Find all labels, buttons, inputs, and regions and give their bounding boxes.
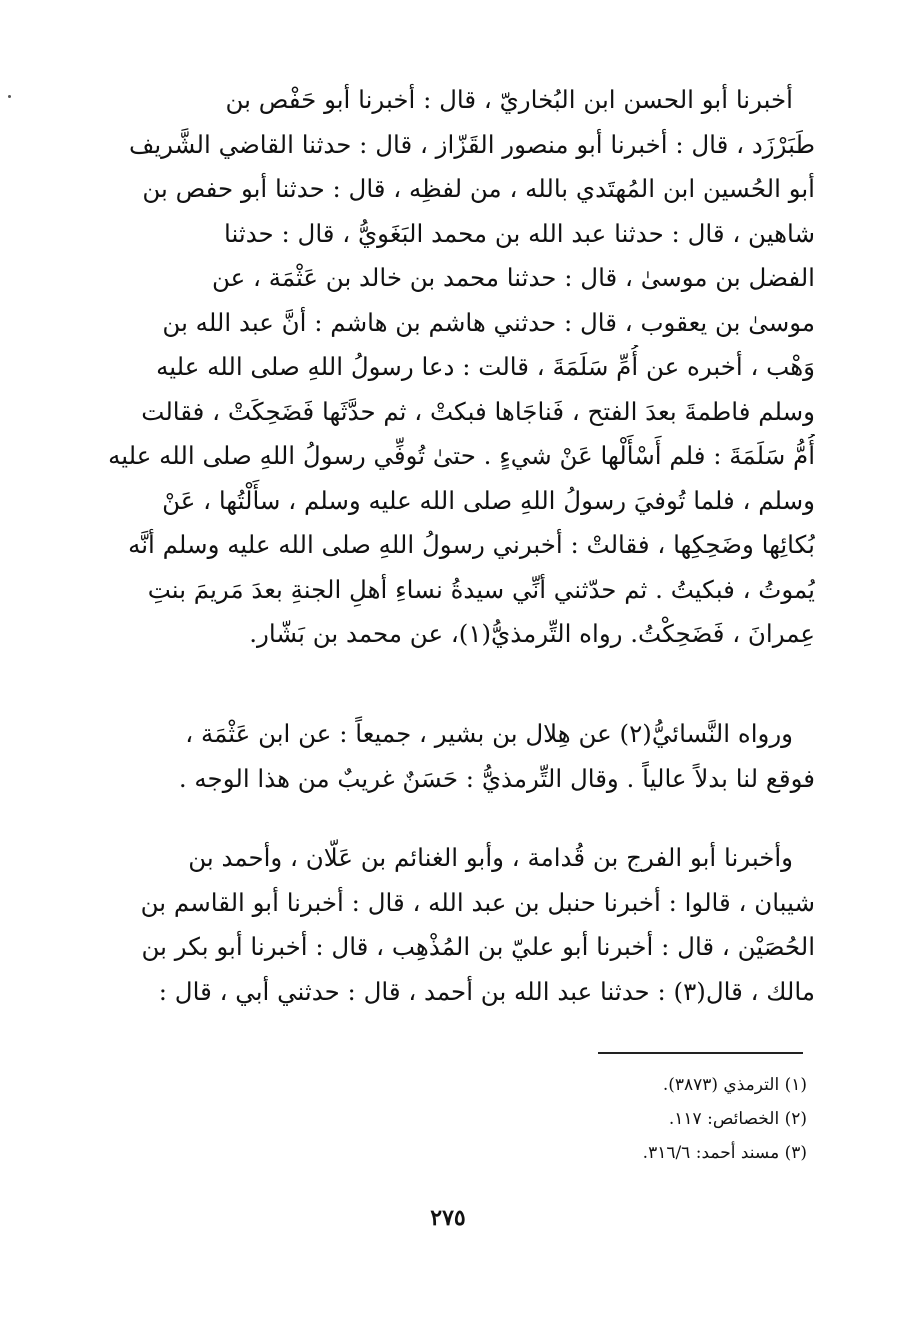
footnote-2: (٢) الخصائص: ١١٧. (668, 1109, 807, 1129)
paragraph-3 (88, 836, 815, 1014)
text-line: ورواه النَّسائيُّ(٢) عن هِلال بن بشير ، جميعاً : عن ابن عَثْمَة ، (185, 719, 793, 748)
text-line: بُكائِها وضَحِكِها ، فقالتْ : أخبرني رسولُ اللهِ صلى الله عليه وسلم أنَّه (128, 530, 815, 559)
text-line: شاهين ، قال : حدثنا عبد الله بن محمد البَغَويُّ ، قال : حدثنا (224, 218, 815, 248)
text-line: وأخبرنا أبو الفرج بن قُدامة ، وأبو الغنائم بن عَلّان ، وأحمد بن (188, 843, 793, 872)
text-line: شيبان ، قالوا : أخبرنا حنبل بن عبد الله ، قال : أخبرنا أبو القاسم بن (140, 887, 815, 917)
text-line: أبو الحُسين ابن المُهتَدي بالله ، من لفظِه ، قال : حدثنا أبو حفص بن (142, 174, 815, 203)
scan-dot-mark (8, 95, 11, 98)
text-line: موسىٰ بن يعقوب ، قال : حدثني هاشم بن هاشم : أنَّ عبد الله بن (162, 307, 815, 337)
text-line: أخبرنا أبو الحسن ابن البُخاريّ ، قال : أخبرنا أبو حَفْص بن (225, 85, 793, 114)
footnotes (507, 1068, 807, 1170)
text-line: يُموتُ ، فبكيتُ . ثم حدّثني أنِّي سيدةُ نساءِ أهلِ الجنةِ بعدَ مَريمَ بنتِ (147, 574, 815, 604)
text-line: الفضل بن موسىٰ ، قال : حدثنا محمد بن خالد بن عَثْمَة ، عن (211, 263, 815, 292)
footnote-1: (١) الترمذي (٣٨٧٣). (662, 1075, 807, 1095)
text-line: طَبَرْزَد ، قال : أخبرنا أبو منصور القَزّاز ، قال : حدثنا القاضي الشَّريف (128, 129, 815, 159)
text-line: عِمرانَ ، فَضَحِكْتُ. رواه التِّرمذيُّ(١)، عن محمد بن بَشّار. (249, 619, 815, 648)
text-line: وَهْب ، أخبره عن أُمِّ سَلَمَةَ ، قالت : دعا رسولُ اللهِ صلى الله عليه (156, 352, 815, 381)
text-line: وسلم ، فلما تُوفيَ رسولُ اللهِ صلى الله عليه وسلم ، سأَلْتُها ، عَنْ (162, 485, 815, 515)
paragraph-2 (88, 712, 815, 801)
text-line: مالك ، قال(٣) : حدثنا عبد الله بن أحمد ، قال : حدثني أبي ، قال : (158, 976, 815, 1006)
text-line: وسلم فاطمةَ بعدَ الفتح ، فَناجَاها فبكتْ ، ثم حدَّثَها فَضَحِكَتْ ، فقالت (141, 396, 815, 426)
text-line: الحُصَيْن ، قال : أخبرنا أبو عليّ بن المُذْهِب ، قال : أخبرنا أبو بكر بن (141, 932, 815, 961)
paragraph-1 (88, 78, 815, 657)
text-line: فوقع لنا بدلاً عالياً . وقال التِّرمذيُّ : حَسَنٌ غريبٌ من هذا الوجه . (178, 763, 815, 793)
footnote-divider (598, 1052, 803, 1054)
text-line: أُمُّ سَلَمَةَ : فلم أَسْأَلْها عَنْ شيءٍ . حتىٰ تُوفِّي رسولُ اللهِ صلى الله عليه (108, 441, 815, 470)
footnote-3: (٣) مسند أحمد: ٣١٦/٦. (642, 1143, 807, 1163)
page-number: ٢٧٥ (430, 1205, 466, 1231)
